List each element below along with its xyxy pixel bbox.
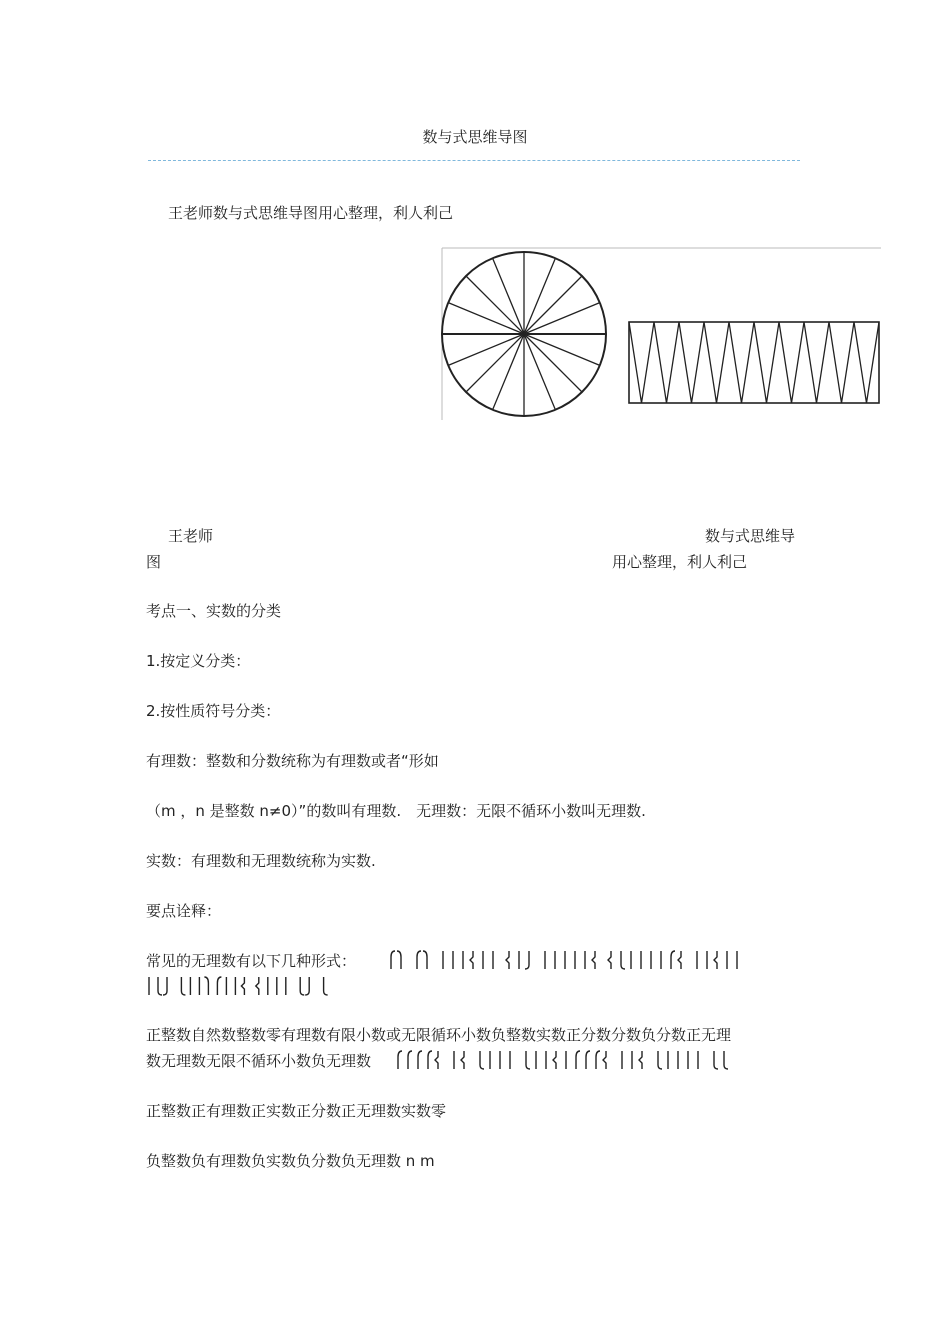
zigzag-band	[629, 322, 879, 403]
brace-fragment	[506, 951, 509, 969]
brace-fragment	[621, 951, 625, 969]
brace-fragment	[525, 951, 529, 969]
tree2: 正整数正有理数正实数正分数正无理数实数零	[146, 1102, 447, 1120]
brace-fragment	[526, 1051, 530, 1069]
split-line2-left: 图	[146, 553, 162, 571]
irrational-forms: 常见的无理数有以下几种形式：	[146, 952, 357, 970]
page-title: 数与式思维导图	[422, 128, 528, 146]
brace-fragment	[217, 977, 221, 995]
brace-fragment	[724, 1051, 728, 1069]
brace-fragment	[163, 977, 167, 995]
brace-fragments-row1	[388, 949, 808, 971]
tree3: 负整数负有理数负实数负分数负无理数 n m	[146, 1152, 435, 1170]
brace-fragment	[586, 1051, 590, 1069]
wheel-spoke	[466, 334, 524, 392]
rational-definition-cont: （m ，n 是整数 n≠0）”的数叫有理数. 无理数：无限不循环小数叫无理数.	[146, 802, 646, 820]
brace-fragment	[418, 1051, 422, 1069]
brace-fragment	[596, 1051, 600, 1069]
brace-fragment	[470, 951, 473, 969]
wheel-spoke	[466, 276, 524, 334]
brace-fragment	[714, 1051, 718, 1069]
brace-fragment	[428, 1051, 432, 1069]
zigzag-line	[629, 322, 879, 403]
brace-fragment	[576, 1051, 580, 1069]
split-line2-right: 用心整理，利人利己	[612, 553, 748, 571]
brace-fragment	[639, 1051, 642, 1069]
brace-fragment	[408, 1051, 412, 1069]
wheel-spoke	[524, 334, 582, 392]
brace-fragment	[158, 977, 162, 995]
subtitle: 王老师数与式思维导图用心整理，利人利己	[168, 204, 454, 222]
brace-fragment	[461, 1051, 464, 1069]
spoked-wheel	[442, 252, 606, 416]
brace-fragments-row2	[146, 975, 366, 997]
tree1-line2: 数无理数无限不循环小数负无理数	[146, 1052, 372, 1070]
tree1-line1: 正整数自然数整数零有理数有限小数或无限循环小数负整数实数正分数分数负分数正无理	[146, 1026, 732, 1044]
item-sign: 2.按性质符号分类：	[146, 702, 281, 720]
mind-map-figure	[441, 248, 881, 420]
brace-fragment	[608, 951, 611, 969]
brace-fragment	[300, 977, 304, 995]
notes-heading: 要点诠释：	[146, 902, 222, 920]
brace-fragment	[480, 1051, 484, 1069]
brace-fragment	[553, 1051, 556, 1069]
brace-fragment	[423, 951, 427, 969]
brace-fragment	[592, 951, 595, 969]
brace-fragment	[435, 1051, 438, 1069]
brace-fragment	[671, 951, 675, 969]
brace-fragment	[398, 1051, 402, 1069]
item-definition: 1.按定义分类：	[146, 652, 251, 670]
zigzag-frame	[629, 322, 879, 403]
brace-fragment	[181, 977, 185, 995]
section-heading: 考点一、实数的分类	[146, 602, 282, 620]
brace-fragment	[241, 977, 244, 995]
brace-fragment	[397, 951, 401, 969]
split-line1-right: 数与式思维导	[705, 527, 796, 545]
brace-fragment	[204, 977, 208, 995]
brace-fragment	[658, 1051, 662, 1069]
brace-fragment	[324, 977, 328, 995]
brace-fragment	[305, 977, 309, 995]
brace-fragments-row3	[395, 1049, 765, 1071]
brace-fragment	[714, 951, 717, 969]
brace-fragment	[603, 1051, 606, 1069]
real-definition: 实数：有理数和无理数统称为实数.	[146, 852, 376, 870]
title-divider	[148, 160, 800, 161]
brace-fragment	[256, 977, 259, 995]
brace-fragment	[417, 951, 421, 969]
wheel-spoke	[524, 276, 582, 334]
rational-definition: 有理数：整数和分数统称为有理数或者“形如	[146, 752, 439, 770]
split-line1-left: 王老师	[168, 527, 214, 545]
brace-fragment	[678, 951, 681, 969]
brace-fragment	[391, 951, 395, 969]
